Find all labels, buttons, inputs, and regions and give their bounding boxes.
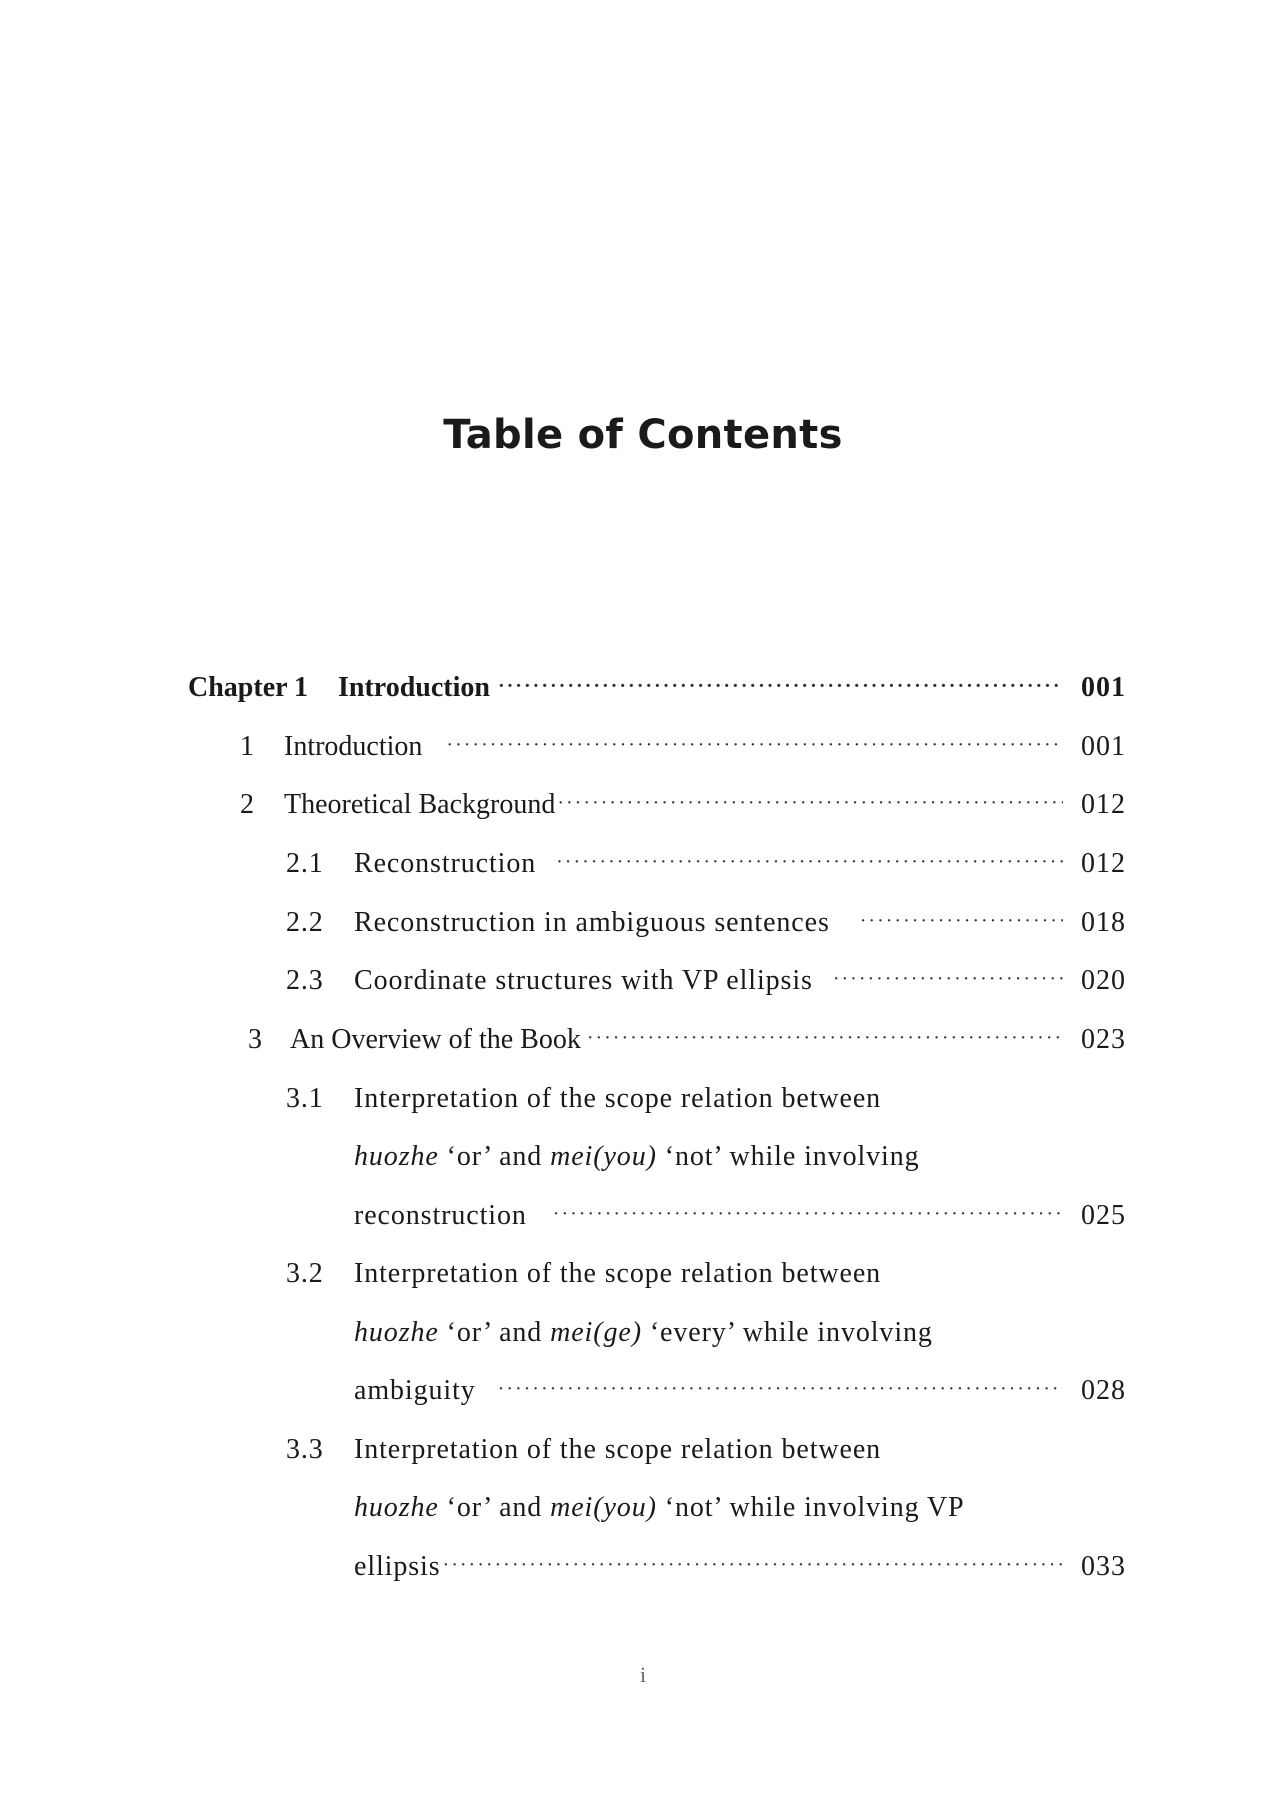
term-huozhe: huozhe	[354, 1141, 439, 1172]
toc-entry-1[interactable]	[240, 731, 1126, 771]
toc-entry-3-1-line-2	[354, 1141, 920, 1181]
toc-entry-3-2[interactable]	[286, 1258, 881, 1298]
toc-entry-2[interactable]	[240, 789, 1126, 829]
toc-entry-page: 020	[1081, 965, 1126, 996]
title-segment: ‘or’ and	[438, 1492, 551, 1523]
term-huozhe: huozhe	[354, 1317, 439, 1348]
toc-entry-page: 018	[1081, 907, 1126, 938]
toc-entry-3-2-line-3	[354, 1375, 1126, 1415]
toc-entry-chapter-1[interactable]	[188, 672, 1126, 712]
toc-entry-title-line-3: ambiguity	[354, 1375, 476, 1406]
term-meiyou: mei(you)	[550, 1141, 657, 1172]
dot-leader	[553, 1203, 1063, 1226]
toc-entry-number: 1	[240, 731, 254, 762]
toc-entry-title-line-2	[354, 1492, 965, 1524]
dot-leader	[833, 968, 1063, 991]
toc-entry-number: 2	[240, 789, 254, 820]
toc-entry-number: 2.3	[286, 965, 324, 996]
toc-entry-page: 012	[1081, 848, 1126, 879]
toc-entry-3-2-line-2	[354, 1317, 933, 1357]
term-meiyou: mei(you)	[550, 1492, 657, 1523]
toc-entry-title: Introduction	[284, 731, 423, 762]
dot-leader	[498, 1378, 1063, 1401]
toc-entry-number: 3	[248, 1024, 262, 1055]
toc-entry-2-1[interactable]	[286, 848, 1126, 888]
dot-leader	[498, 675, 1063, 698]
toc-entry-title: An Overview of the Book	[290, 1024, 581, 1055]
toc-entry-page: 001	[1081, 731, 1126, 762]
toc-entry-2-3[interactable]	[286, 965, 1126, 1005]
dot-leader	[446, 734, 1063, 757]
term-huozhe: huozhe	[354, 1492, 439, 1523]
title-segment: ‘not’ while involving VP	[656, 1492, 965, 1523]
toc-entry-number: 3.1	[286, 1083, 324, 1114]
toc-entry-number: 3.2	[286, 1258, 324, 1289]
toc-entry-title-line-2	[354, 1317, 933, 1349]
title-segment: ‘not’ while involving	[656, 1141, 920, 1172]
page-number: i	[639, 1662, 647, 1687]
toc-entry-3-1-line-3	[354, 1200, 1126, 1240]
dot-leader	[556, 851, 1063, 874]
toc-entry-title-line-3: ellipsis	[354, 1551, 441, 1582]
toc-entry-title-line-1: Interpretation of the scope relation between	[354, 1258, 882, 1289]
toc-entry-page: 012	[1081, 789, 1126, 820]
toc-entry-3-1[interactable]	[286, 1083, 881, 1123]
toc-entry-title: Introduction	[338, 672, 490, 703]
toc-entry-title: Reconstruction	[354, 848, 537, 879]
toc-entry-3[interactable]	[248, 1024, 1126, 1064]
dot-leader	[557, 792, 1063, 815]
page-title: Table of Contents	[443, 412, 843, 458]
toc-entry-title: Reconstruction in ambiguous sentences	[354, 907, 830, 938]
toc-entry-number: 3.3	[286, 1434, 324, 1465]
toc-entry-title: Theoretical Background	[284, 789, 556, 820]
toc-entry-page: 001	[1081, 672, 1126, 703]
dot-leader	[587, 1027, 1063, 1050]
toc-entry-title: Coordinate structures with VP ellipsis	[354, 965, 813, 996]
toc-entry-title-line-1: Interpretation of the scope relation between	[354, 1434, 882, 1465]
title-segment: ‘every’ while involving	[641, 1317, 933, 1348]
term-meige: mei(ge)	[550, 1317, 642, 1348]
dot-leader	[443, 1554, 1063, 1577]
toc-entry-3-3-line-2	[354, 1492, 965, 1532]
toc-entry-page: 025	[1081, 1200, 1126, 1231]
toc-entry-page: 028	[1081, 1375, 1126, 1406]
title-segment: ‘or’ and	[438, 1141, 551, 1172]
toc-entry-page: 033	[1081, 1551, 1126, 1582]
dot-leader	[860, 910, 1063, 933]
toc-entry-number: 2.2	[286, 907, 324, 938]
toc-entry-title-line-2	[354, 1141, 920, 1173]
toc-entry-number: Chapter 1	[188, 672, 309, 703]
toc-entry-2-2[interactable]	[286, 907, 1126, 947]
toc-entry-title-line-3: reconstruction	[354, 1200, 527, 1231]
toc-entry-3-3[interactable]	[286, 1434, 881, 1474]
toc-entry-page: 023	[1081, 1024, 1126, 1055]
title-segment: ‘or’ and	[438, 1317, 551, 1348]
toc-entry-number: 2.1	[286, 848, 324, 879]
toc-entry-3-3-line-3	[354, 1551, 1126, 1591]
toc-entry-title-line-1: Interpretation of the scope relation between	[354, 1083, 882, 1114]
